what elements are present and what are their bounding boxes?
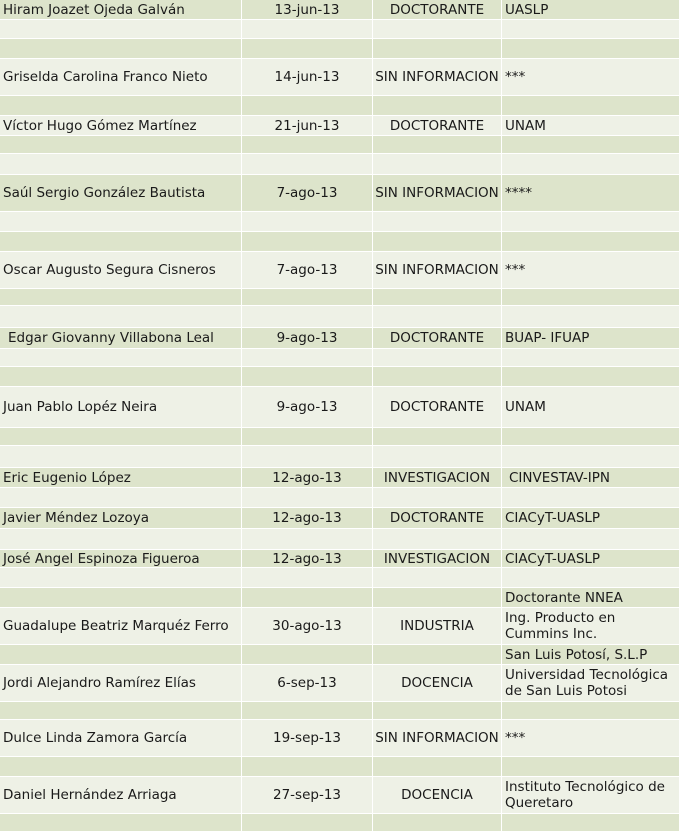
date-cell — [242, 136, 373, 154]
date-cell — [242, 588, 373, 608]
status-cell: INVESTIGACION — [373, 468, 502, 488]
status-cell — [373, 757, 502, 777]
date-cell — [242, 645, 373, 665]
name-cell — [0, 367, 242, 387]
date-cell: 30-ago-13 — [242, 608, 373, 645]
status-cell — [373, 814, 502, 832]
status-cell: DOCTORANTE — [373, 0, 502, 20]
name-cell: Jordi Alejandro Ramírez Elías — [0, 665, 242, 702]
name-cell: Hiram Joazet Ojeda Galván — [0, 0, 242, 20]
institution-cell — [502, 20, 680, 39]
institution-cell: BUAP- IFUAP — [502, 328, 680, 349]
name-cell — [0, 757, 242, 777]
institution-cell — [502, 96, 680, 116]
institution-cell — [502, 814, 680, 832]
institution-cell: *** — [502, 59, 680, 96]
name-cell — [0, 306, 242, 328]
name-cell — [0, 39, 242, 59]
date-cell — [242, 289, 373, 306]
status-cell — [373, 349, 502, 367]
name-cell: Guadalupe Beatriz Marquéz Ferro — [0, 608, 242, 645]
status-cell: SIN INFORMACION — [373, 720, 502, 757]
status-cell — [373, 232, 502, 252]
institution-cell — [502, 289, 680, 306]
status-cell — [373, 289, 502, 306]
status-cell — [373, 136, 502, 154]
institution-cell — [502, 446, 680, 468]
name-cell — [0, 136, 242, 154]
status-cell — [373, 96, 502, 116]
name-cell — [0, 529, 242, 550]
status-cell: INDUSTRIA — [373, 608, 502, 645]
institution-cell: **** — [502, 175, 680, 212]
name-cell — [0, 154, 242, 175]
name-cell: Griselda Carolina Franco Nieto — [0, 59, 242, 96]
institution-cell — [502, 154, 680, 175]
name-cell — [0, 289, 242, 306]
date-cell: 6-sep-13 — [242, 665, 373, 702]
date-cell: 21-jun-13 — [242, 116, 373, 136]
institution-cell: CIACyT-UASLP — [502, 550, 680, 568]
date-cell — [242, 529, 373, 550]
status-cell: DOCTORANTE — [373, 508, 502, 529]
name-cell — [0, 428, 242, 446]
name-cell: José Angel Espinoza Figueroa — [0, 550, 242, 568]
date-cell: 9-ago-13 — [242, 328, 373, 349]
status-cell: SIN INFORMACION — [373, 252, 502, 289]
institution-cell — [502, 306, 680, 328]
name-cell — [0, 20, 242, 39]
date-cell — [242, 814, 373, 832]
institution-cell: CIACyT-UASLP — [502, 508, 680, 529]
status-cell: DOCTORANTE — [373, 387, 502, 428]
status-cell — [373, 446, 502, 468]
name-cell: Edgar Giovanny Villabona Leal — [0, 328, 242, 349]
date-cell: 9-ago-13 — [242, 387, 373, 428]
status-cell — [373, 212, 502, 232]
date-cell — [242, 757, 373, 777]
date-cell — [242, 428, 373, 446]
institution-cell — [502, 568, 680, 588]
institution-cell — [502, 488, 680, 508]
status-cell — [373, 306, 502, 328]
institution-cell: Instituto Tecnológico de Queretaro — [502, 777, 680, 814]
date-cell — [242, 212, 373, 232]
status-cell — [373, 588, 502, 608]
name-cell — [0, 446, 242, 468]
date-cell — [242, 154, 373, 175]
status-cell — [373, 568, 502, 588]
date-cell: 19-sep-13 — [242, 720, 373, 757]
name-cell — [0, 814, 242, 832]
status-cell: INVESTIGACION — [373, 550, 502, 568]
institution-cell — [502, 212, 680, 232]
status-cell — [373, 367, 502, 387]
institution-cell — [502, 367, 680, 387]
institution-cell: UNAM — [502, 387, 680, 428]
date-cell: 12-ago-13 — [242, 468, 373, 488]
date-cell: 7-ago-13 — [242, 175, 373, 212]
name-cell: Saúl Sergio González Bautista — [0, 175, 242, 212]
name-cell — [0, 568, 242, 588]
name-cell — [0, 349, 242, 367]
institution-cell: Ing. Producto en Cummins Inc. — [502, 608, 680, 645]
institution-cell — [502, 349, 680, 367]
date-cell: 13-jun-13 — [242, 0, 373, 20]
date-cell — [242, 232, 373, 252]
date-cell: 27-sep-13 — [242, 777, 373, 814]
status-cell: DOCTORANTE — [373, 116, 502, 136]
name-cell: Víctor Hugo Gómez Martínez — [0, 116, 242, 136]
status-cell — [373, 645, 502, 665]
status-cell: DOCENCIA — [373, 665, 502, 702]
institution-cell: *** — [502, 720, 680, 757]
institution-cell — [502, 529, 680, 550]
name-cell: Javier Méndez Lozoya — [0, 508, 242, 529]
name-cell — [0, 702, 242, 720]
date-cell — [242, 568, 373, 588]
institution-cell — [502, 428, 680, 446]
status-cell — [373, 20, 502, 39]
date-cell — [242, 20, 373, 39]
status-cell — [373, 39, 502, 59]
institution-cell — [502, 757, 680, 777]
name-cell — [0, 232, 242, 252]
institution-cell — [502, 136, 680, 154]
date-cell — [242, 349, 373, 367]
date-cell: 12-ago-13 — [242, 550, 373, 568]
name-cell — [0, 212, 242, 232]
date-cell: 12-ago-13 — [242, 508, 373, 529]
name-cell: Oscar Augusto Segura Cisneros — [0, 252, 242, 289]
institution-cell — [502, 702, 680, 720]
status-cell: DOCTORANTE — [373, 328, 502, 349]
name-cell — [0, 588, 242, 608]
name-cell — [0, 96, 242, 116]
name-cell: Eric Eugenio López — [0, 468, 242, 488]
institution-cell — [502, 232, 680, 252]
date-cell — [242, 367, 373, 387]
institution-cell: CINVESTAV-IPN — [502, 468, 680, 488]
status-cell: SIN INFORMACION — [373, 175, 502, 212]
date-cell — [242, 488, 373, 508]
status-cell: SIN INFORMACION — [373, 59, 502, 96]
name-cell: Dulce Linda Zamora García — [0, 720, 242, 757]
status-cell — [373, 154, 502, 175]
status-cell — [373, 488, 502, 508]
institution-cell: UASLP — [502, 0, 680, 20]
status-cell — [373, 529, 502, 550]
date-cell: 14-jun-13 — [242, 59, 373, 96]
status-cell — [373, 702, 502, 720]
name-cell: Juan Pablo Lopéz Neira — [0, 387, 242, 428]
date-cell: 7-ago-13 — [242, 252, 373, 289]
date-cell — [242, 702, 373, 720]
name-cell: Daniel Hernández Arriaga — [0, 777, 242, 814]
name-cell — [0, 645, 242, 665]
date-cell — [242, 306, 373, 328]
status-cell — [373, 428, 502, 446]
name-cell — [0, 488, 242, 508]
status-cell: DOCENCIA — [373, 777, 502, 814]
institution-cell: *** — [502, 252, 680, 289]
institution-cell — [502, 39, 680, 59]
institution-cell: Doctorante NNEA — [502, 588, 680, 608]
institution-cell: San Luis Potosí, S.L.P — [502, 645, 680, 665]
date-cell — [242, 39, 373, 59]
institution-cell: Universidad Tecnológica de San Luis Potosi — [502, 665, 680, 702]
date-cell — [242, 96, 373, 116]
institution-cell: UNAM — [502, 116, 680, 136]
date-cell — [242, 446, 373, 468]
